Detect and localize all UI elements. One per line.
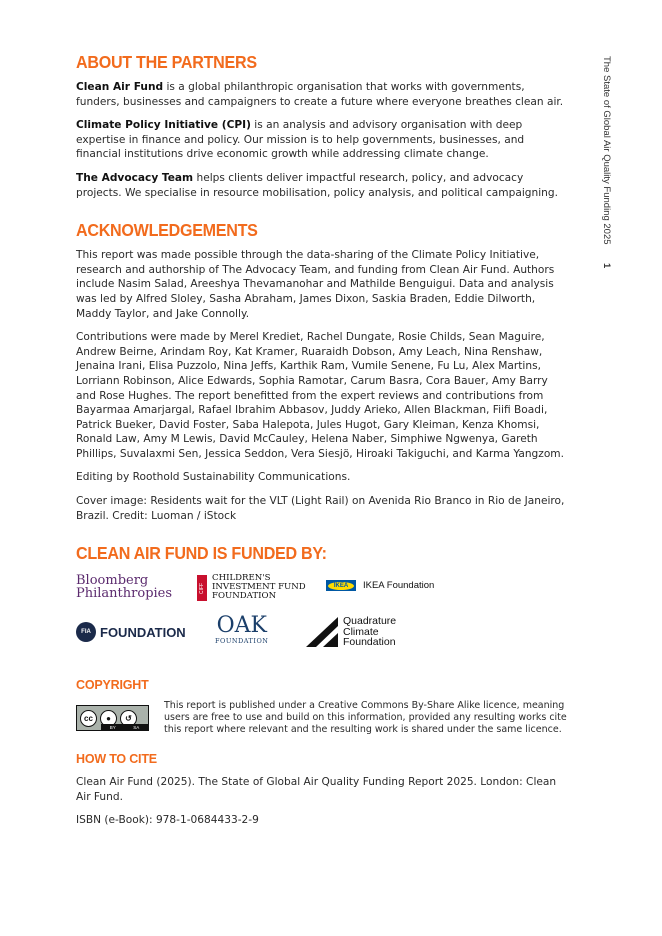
quadrature-mark-icon: [306, 617, 338, 647]
running-title: The State of Global Air Quality Funding 2025: [601, 56, 612, 245]
ack-paragraph: Cover image: Residents wait for the VLT (Light Rail) on Avenida Rio Branco in Rio de Janeiro, Brazil. Credit: Luoman / iStock: [76, 495, 565, 522]
logo-text: FOUNDATION: [215, 637, 269, 646]
logo-text: Climate: [343, 625, 379, 638]
running-header: [601, 56, 612, 268]
logo-text: Philanthropies: [76, 586, 173, 602]
isbn-text: ISBN (e-Book): 978-1-0684433-2-9: [76, 814, 259, 827]
logo-text: Bloomberg: [76, 573, 149, 589]
ikea-foundation-logo: [326, 580, 434, 591]
logo-text: FOUNDATION: [100, 624, 186, 640]
logo-text: INVESTMENT FUND: [212, 582, 306, 593]
copyright-heading: COPYRIGHT: [76, 678, 149, 693]
ack-paragraph: This report was made possible through the data-sharing of the Climate Policy Initiative, research and authorship of The Advocacy Team, and funding from Clean Air Fund. Authors include Nasim Salad, Areeshya Thevamanohar and Mathilde Benguigui. Data and analysis was led by Alfred Sloley, Sasha Abraham, James Dixon, Saskia Braden, Eddie Dilworth, Maddy Taylor, and Jake Connolly.: [76, 249, 555, 320]
partner-text: helps clients deliver impactful research, policy, and advocacy projects. We specialise in resource mobilisation, policy analysis, and political campaigning.: [76, 171, 558, 199]
partner-cpi: [76, 118, 570, 162]
partner-name: The Advocacy Team: [76, 171, 194, 184]
cc-sa-label: SA: [133, 724, 140, 730]
partner-clean-air-fund: [76, 80, 570, 109]
acknowledgements-heading: ACKNOWLEDGEMENTS: [76, 220, 258, 241]
fia-foundation-logo: [76, 622, 186, 642]
fia-globe-icon: FIA: [76, 622, 96, 642]
ciff-mark: CIFF: [197, 575, 207, 601]
page-number: 1: [601, 263, 612, 269]
logo-text: IKEA: [328, 582, 354, 590]
ciff-wordmark: [212, 574, 306, 601]
ack-paragraph: Editing by Roothold Sustainability Communications.: [76, 471, 351, 484]
about-heading: ABOUT THE PARTNERS: [76, 52, 257, 72]
cite-heading: HOW TO CITE: [76, 752, 157, 767]
copyright-text: This report is published under a Creative Commons By-Share Alike licence, meaning users are free to use and build on this information, provided any resulting works cite this report where relevant and the resulting work is shared under the same licence.: [164, 700, 567, 736]
logo-text: Foundation: [343, 636, 396, 649]
partner-name: Climate Policy Initiative (CPI): [76, 119, 251, 132]
logo-text: FOUNDATION: [212, 591, 277, 602]
logo-text: CHILDREN'S: [212, 573, 271, 584]
citation-text: Clean Air Fund (2025). The State of Global Air Quality Funding Report 2025. London: Clean Air Fund.: [76, 776, 557, 803]
logo-text: IKEA Foundation: [363, 580, 435, 592]
logo-text: Quadrature: [343, 615, 397, 628]
ack-paragraph: Contributions were made by Merel Krediet, Rachel Dungate, Rosie Childs, Sean Maguire, Andrew Beirne, Arindam Roy, Kat Kramer, Ruaraidh Dobson, Amy Leach, Nina Renshaw, Jenaina Irani, Elisa Puzzolo, Nina Jeffs, Karthik Ram, Vumile Senene, Fu Lu, Alex Martins, Lorriann Robinson, Alice Edwards, Sophia Ramotar, Carum Basra, Cora Bauer, Amy Barry and Rose Hughes. The report benefitted from the expert reviews and contributions from Bayarmaa Amarjargal, Rafael Ibrahim Abbasov, Juddy Arieko, Allen Blackman, Fiifi Boadi, Patrick Bueker, David Foster, Saba Halepota, Jules Hugot, Gary Kleiman, Kenza Khomsi, Ronald Law, Amy M Lewis, David McCauley, Helena Naber, Simphiwe Ngwenya, Gareth Phillips, Suvalaxmi Sen, Jessica Seddon, Vera Siesjö, Hiroaki Takiguchi, and Karma Yangzom.: [76, 331, 564, 460]
bloomberg-philanthropies-logo: [76, 574, 172, 600]
partner-text: is an analysis and advisory organisation with deep expertise in finance and policy. Our mission is to help governments, businesses, and financial institutions drive economic growth while addressing climate change.: [76, 119, 525, 161]
cc-by-label: BY: [109, 724, 116, 730]
copyright-block: [76, 700, 570, 736]
logo-text: OAK: [216, 613, 267, 639]
funders-heading: CLEAN AIR FUND IS FUNDED BY:: [76, 543, 327, 564]
partner-name: Clean Air Fund: [76, 81, 164, 93]
partner-text: is a global philanthropic organisation that works with governments, funders, businesses and campaigners to create a future where everyone breathes clean air.: [76, 81, 564, 108]
cc-license-badge: [76, 705, 149, 731]
quadrature-wordmark: [343, 616, 396, 648]
page-content: [76, 52, 570, 828]
sa-icon: ↺: [120, 710, 137, 727]
funder-logos: [76, 574, 570, 666]
cc-strip: [101, 724, 148, 730]
ciff-logo: [197, 574, 306, 601]
by-icon: ●: [100, 710, 117, 727]
oak-foundation-logo: [215, 615, 268, 645]
cc-icon: cc: [80, 710, 97, 727]
quadrature-climate-foundation-logo: [306, 616, 396, 648]
ikea-mark: [326, 580, 356, 591]
partner-advocacy-team: [76, 171, 570, 200]
